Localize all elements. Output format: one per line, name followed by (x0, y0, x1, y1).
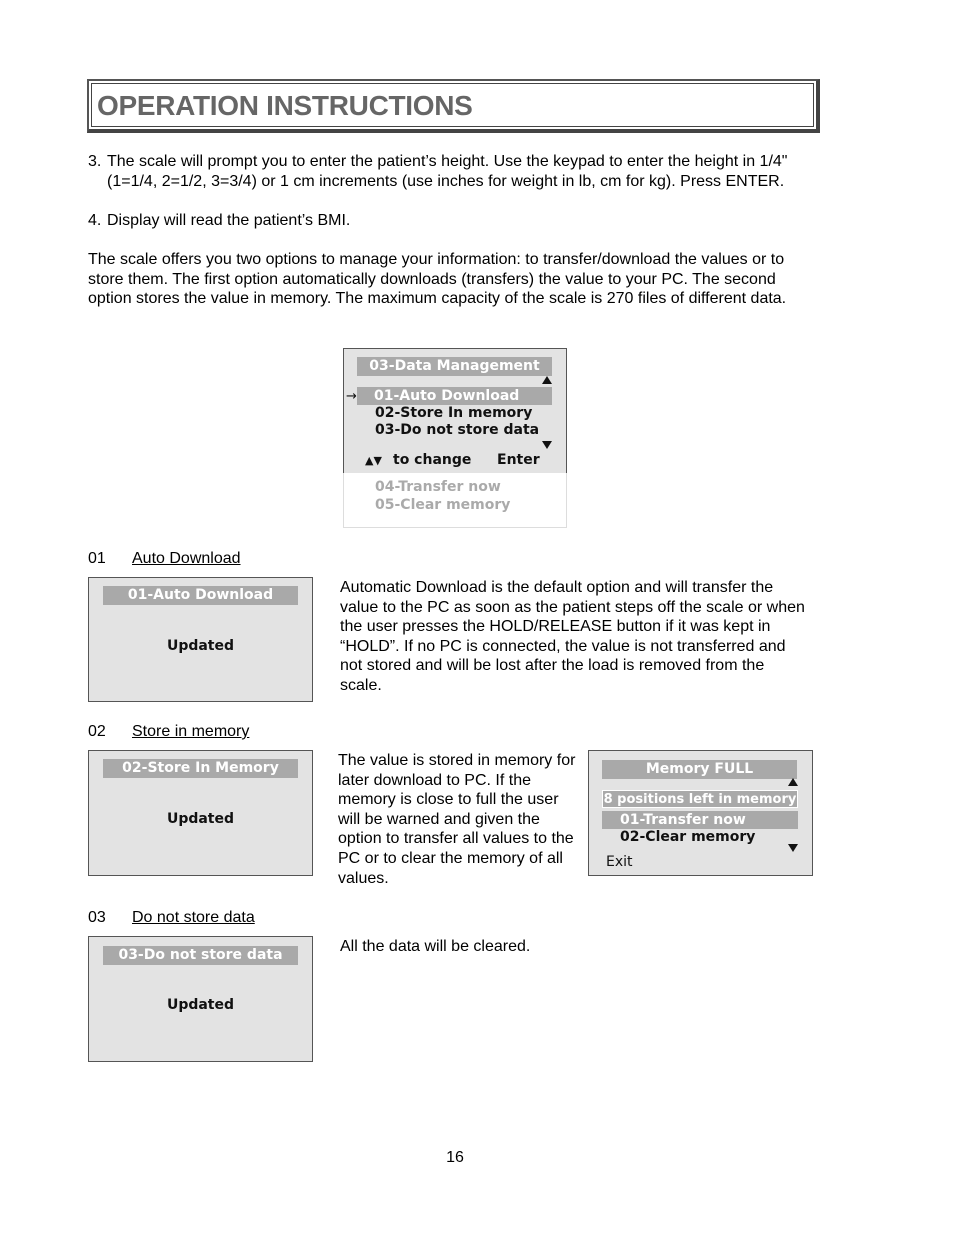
step-item (88, 152, 808, 191)
store-in-memory-screen (88, 750, 313, 876)
section-title: Auto Download (132, 550, 241, 567)
auto-download-screen (88, 577, 313, 702)
step-text: Display will read the patient’s BMI. (107, 212, 351, 229)
screen-title-bar: 03-Do not store data (103, 946, 298, 965)
section-number: 01 (88, 550, 106, 567)
step-text: The scale will prompt you to enter the patient’s height. Use the keypad to enter the height in 1/4" (1=1/4, 2=1/2, 3=3/4) or 1 cm increments (use inches for weight in lb, cm for kg). Press ENTER. (107, 153, 788, 190)
selection-arrow-icon: → (346, 389, 357, 404)
exit-option[interactable]: Exit (606, 854, 633, 870)
memory-full-screen (588, 750, 813, 876)
screen-title-bar: 03-Data Management (357, 357, 552, 376)
enter-hint: Enter (497, 452, 540, 468)
menu-item-faded: 05-Clear memory (375, 497, 511, 513)
page-number: 16 (446, 1149, 464, 1166)
screen-title-bar: 01-Auto Download (103, 586, 298, 605)
section-description: Automatic Download is the default option and will transfer the value to the PC as soon as the patient steps off the scale or when the user presses the HOLD/RELEASE button if it was kept in “HOLD”. If no PC is connected, the value is not transferred and not stored and will be lost after the load is removed from the scale. (340, 579, 805, 694)
screen-status: Updated (166, 997, 235, 1013)
scroll-down-icon (542, 441, 552, 449)
do-not-store-screen (88, 936, 313, 1062)
menu-item[interactable]: 02-Store In memory (375, 405, 533, 421)
menu-item[interactable]: 03-Do not store data (375, 422, 540, 438)
page-header (87, 79, 820, 133)
section-number: 02 (88, 723, 106, 740)
section-description: All the data will be cleared. (340, 938, 531, 955)
screen-status: Updated (166, 811, 235, 827)
change-hint: to change (393, 452, 472, 468)
scroll-up-icon (542, 376, 552, 384)
up-down-arrows-icon: ▲▼ (365, 454, 382, 467)
step-number: 3. (88, 153, 102, 170)
scroll-up-icon (788, 778, 798, 786)
step-number: 4. (88, 212, 102, 229)
clear-memory-option[interactable]: 02-Clear memory (620, 829, 756, 845)
memory-warning: 8 positions left in memory (603, 792, 797, 807)
transfer-now-option[interactable]: 01-Transfer now (602, 811, 798, 829)
section-description: The value is stored in memory for later download to PC. If the memory is close to full the user will be warned and given the option to transfer all values to the PC or to clear the memory of all values. (338, 752, 576, 887)
data-management-screen (343, 348, 567, 474)
page-title: OPERATION INSTRUCTIONS (97, 90, 473, 121)
hidden-menu-area (343, 473, 567, 528)
menu-item-selected[interactable]: 01-Auto Download (357, 387, 552, 405)
section-title: Do not store data (132, 909, 255, 926)
menu-item-faded: 04-Transfer now (375, 479, 501, 495)
screen-title-bar: 02-Store In Memory (103, 759, 298, 778)
intro-paragraph: The scale offers you two options to manage your information: to transfer/download the values or to store them. The first option automatically downloads (transfers) the value to your PC. The second option stores the value in memory. The maximum capacity of the scale is 270 files of different data. (88, 251, 787, 308)
section-number: 03 (88, 909, 106, 926)
screen-status: Updated (166, 638, 235, 654)
step-item (88, 211, 808, 231)
scroll-down-icon (788, 844, 798, 852)
screen-title-bar: Memory FULL (602, 760, 797, 779)
section-title: Store in memory (132, 723, 250, 740)
